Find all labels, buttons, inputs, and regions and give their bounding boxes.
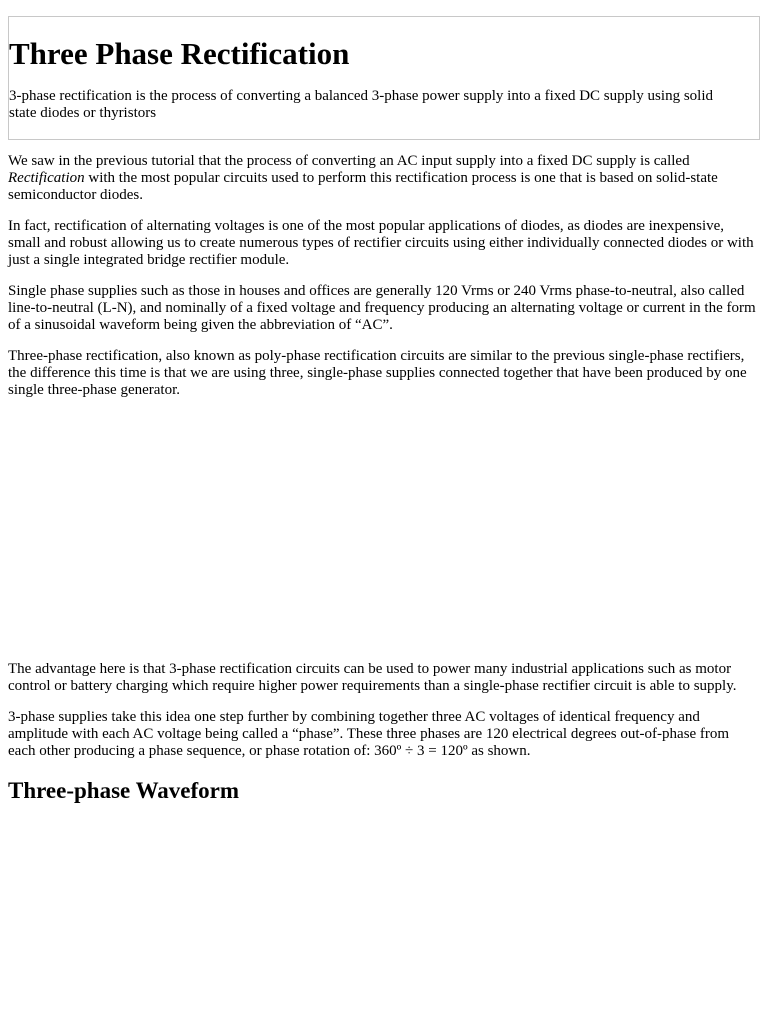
paragraph-4: Three-phase rectification, also known as poly-phase rectification circuits are similar to the previous single-phase rectifiers, the difference this time is that we are using three, single-phase supplies connected together that have been produced by one single three-phase generator. <box>8 348 747 398</box>
paragraph-1-text-end: with the most popular circuits used to perform this rectification process is one that is based on solid-state semiconductor diodes. <box>8 170 718 203</box>
section-heading: Three-phase Waveform <box>8 778 240 803</box>
paragraph-5: The advantage here is that 3-phase rectification circuits can be used to power many industrial applications such as motor control or battery charging which require higher power requirements than a single-phase rectifier circuit is able to supply. <box>8 661 737 694</box>
page-title: Three Phase Rectification <box>9 36 350 71</box>
paragraph-1-text-start: We saw in the previous tutorial that the process of converting an AC input supply into a fixed DC supply is called <box>8 153 690 169</box>
blank-ad-space <box>8 413 760 661</box>
article-header <box>8 16 760 140</box>
article-body <box>8 153 760 806</box>
paragraph-3: Single phase supplies such as those in houses and offices are generally 120 Vrms or 240 Vrms phase-to-neutral, also called line-to-neutral (L-N), and nominally of a fixed voltage and frequency producing an alternating voltage or current in the form of a sinusoidal waveform being given the abbreviation of “AC”. <box>8 283 756 333</box>
page <box>0 16 768 1024</box>
paragraph-2: In fact, rectification of alternating voltages is one of the most popular applications of diodes, as diodes are inexpensive, small and robust allowing us to create numerous types of rectifier circuits using either individually connected diodes or with just a single integrated bridge rectifier module. <box>8 218 754 268</box>
rectification-term: Rectification <box>8 170 85 186</box>
article-lead: 3-phase rectification is the process of converting a balanced 3-phase power supply into a fixed DC supply using solid state diodes or thyristors <box>9 88 713 121</box>
paragraph-1 <box>8 153 760 204</box>
paragraph-6: 3-phase supplies take this idea one step further by combining together three AC voltages of identical frequency and amplitude with each AC voltage being called a “phase”. These three phases are 120 electrical degrees out-of-phase from each other producing a phase sequence, or phase rotation of: 360º ÷ 3 = 120º as shown. <box>8 709 730 759</box>
